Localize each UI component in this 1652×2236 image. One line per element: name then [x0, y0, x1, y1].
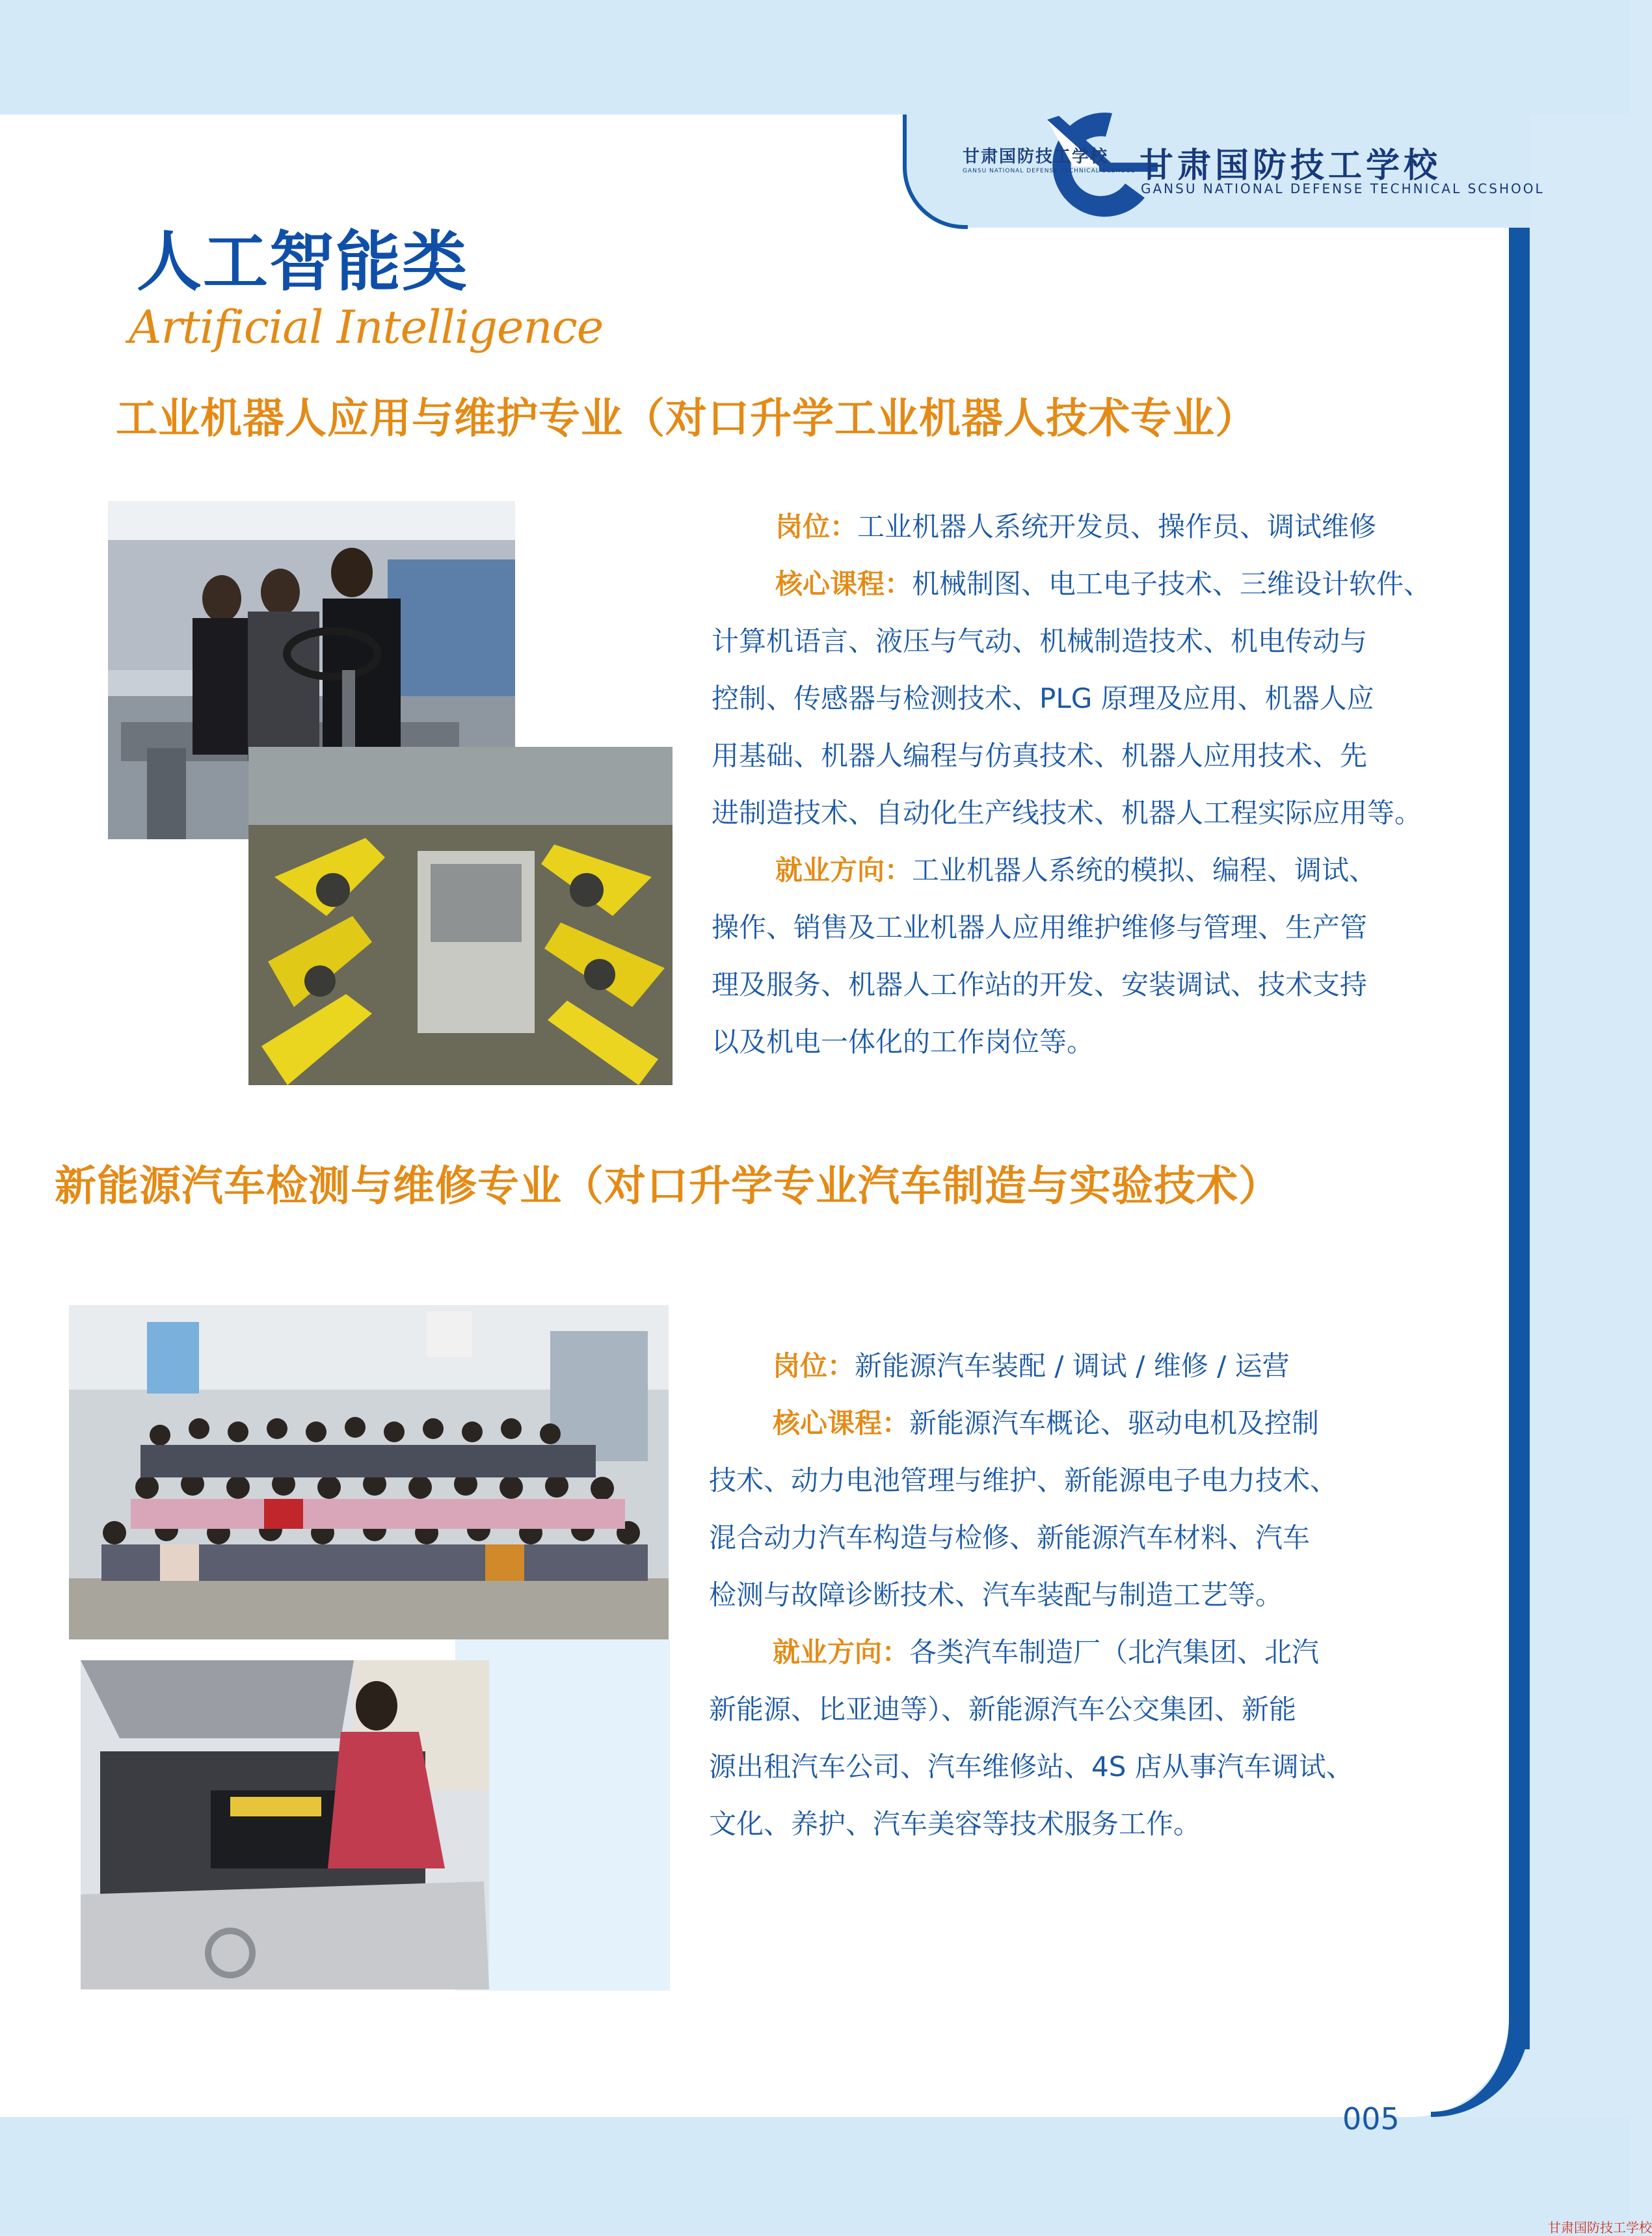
school-name-cn: 甘肃国防技工学校 — [1139, 146, 1442, 185]
section-title-robotics: 工业机器人应用与维护专业（对口升学工业机器人技术专业） — [116, 395, 1257, 443]
text-line: 操作、销售及工业机器人应用维护维修与管理、生产管 — [712, 911, 1368, 943]
text-line: 文化、养护、汽车美容等技术服务工作。 — [709, 1808, 1201, 1840]
text-line: 计算机语言、液压与气动、机械制造技术、机电传动与 — [712, 625, 1368, 657]
category-subtitle: Artificial Intelligence — [129, 301, 604, 354]
logo-text-en: GANSU NATIONAL DEFENSE TECHNICAL SCSHOOL — [963, 168, 1136, 174]
school-header — [963, 104, 1545, 221]
text-line: 理及服务、机器人工作站的开发、安装调试、技术支持 — [712, 969, 1368, 1001]
section-body-new-energy — [709, 1338, 1450, 1853]
text-line: 新能源、比亚迪等）、新能源汽车公交集团、新能 — [709, 1693, 1297, 1725]
text-line: 检测与故障诊断技术、汽车装配与制造工艺等。 — [709, 1579, 1283, 1611]
logo-text-cn: 甘肃国防技工学校 — [963, 147, 1109, 167]
right-accent-bar — [1509, 228, 1530, 2049]
text-line: 进制造技术、自动化生产线技术、机器人工程实际应用等。 — [712, 797, 1422, 829]
text-line: 就业方向：工业机器人系统的模拟、编程、调试、 — [775, 854, 1377, 886]
text-line: 岗位：工业机器人系统开发员、操作员、调试维修 — [775, 511, 1377, 543]
photo-class-group — [69, 1305, 669, 1639]
photo-robot-assembly-line — [248, 747, 673, 1085]
text-line: 核心课程：机械制图、电工电子技术、三维设计软件、 — [775, 568, 1432, 600]
text-line: 用基础、机器人编程与仿真技术、机器人应用技术、先 — [712, 740, 1368, 772]
text-line: 就业方向：各类汽车制造厂（北汽集团、北汽 — [773, 1636, 1320, 1668]
section-title-new-energy: 新能源汽车检测与维修专业（对口升学专业汽车制造与实验技术） — [55, 1163, 1281, 1211]
school-name-en: GANSU NATIONAL DEFENSE TECHNICAL SCSHOOL — [1141, 181, 1545, 196]
text-line: 技术、动力电池管理与维护、新能源电子电力技术、 — [709, 1464, 1338, 1496]
page-number: 005 — [1342, 2101, 1400, 2136]
top-band — [0, 0, 1631, 114]
footer-watermark: 甘肃国防技工学校 — [1548, 2220, 1652, 2235]
right-accent-corner — [1431, 1965, 1530, 2117]
section-body-robotics — [712, 498, 1453, 1071]
text-line: 核心课程：新能源汽车概论、驱动电机及控制 — [773, 1407, 1320, 1439]
text-line: 控制、传感器与检测技术、PLG 原理及应用、机器人应 — [712, 682, 1374, 714]
text-line: 源出租汽车公司、汽车维修站、4S 店从事汽车调试、 — [709, 1751, 1353, 1783]
text-line: 岗位：新能源汽车装配 / 调试 / 维修 / 运营 — [773, 1350, 1290, 1382]
category-title: 人工智能类 — [137, 224, 468, 300]
text-line: 以及机电一体化的工作岗位等。 — [712, 1026, 1095, 1058]
photo-engine-repair — [81, 1660, 489, 1989]
text-line: 混合动力汽车构造与检修、新能源汽车材料、汽车 — [709, 1522, 1311, 1554]
